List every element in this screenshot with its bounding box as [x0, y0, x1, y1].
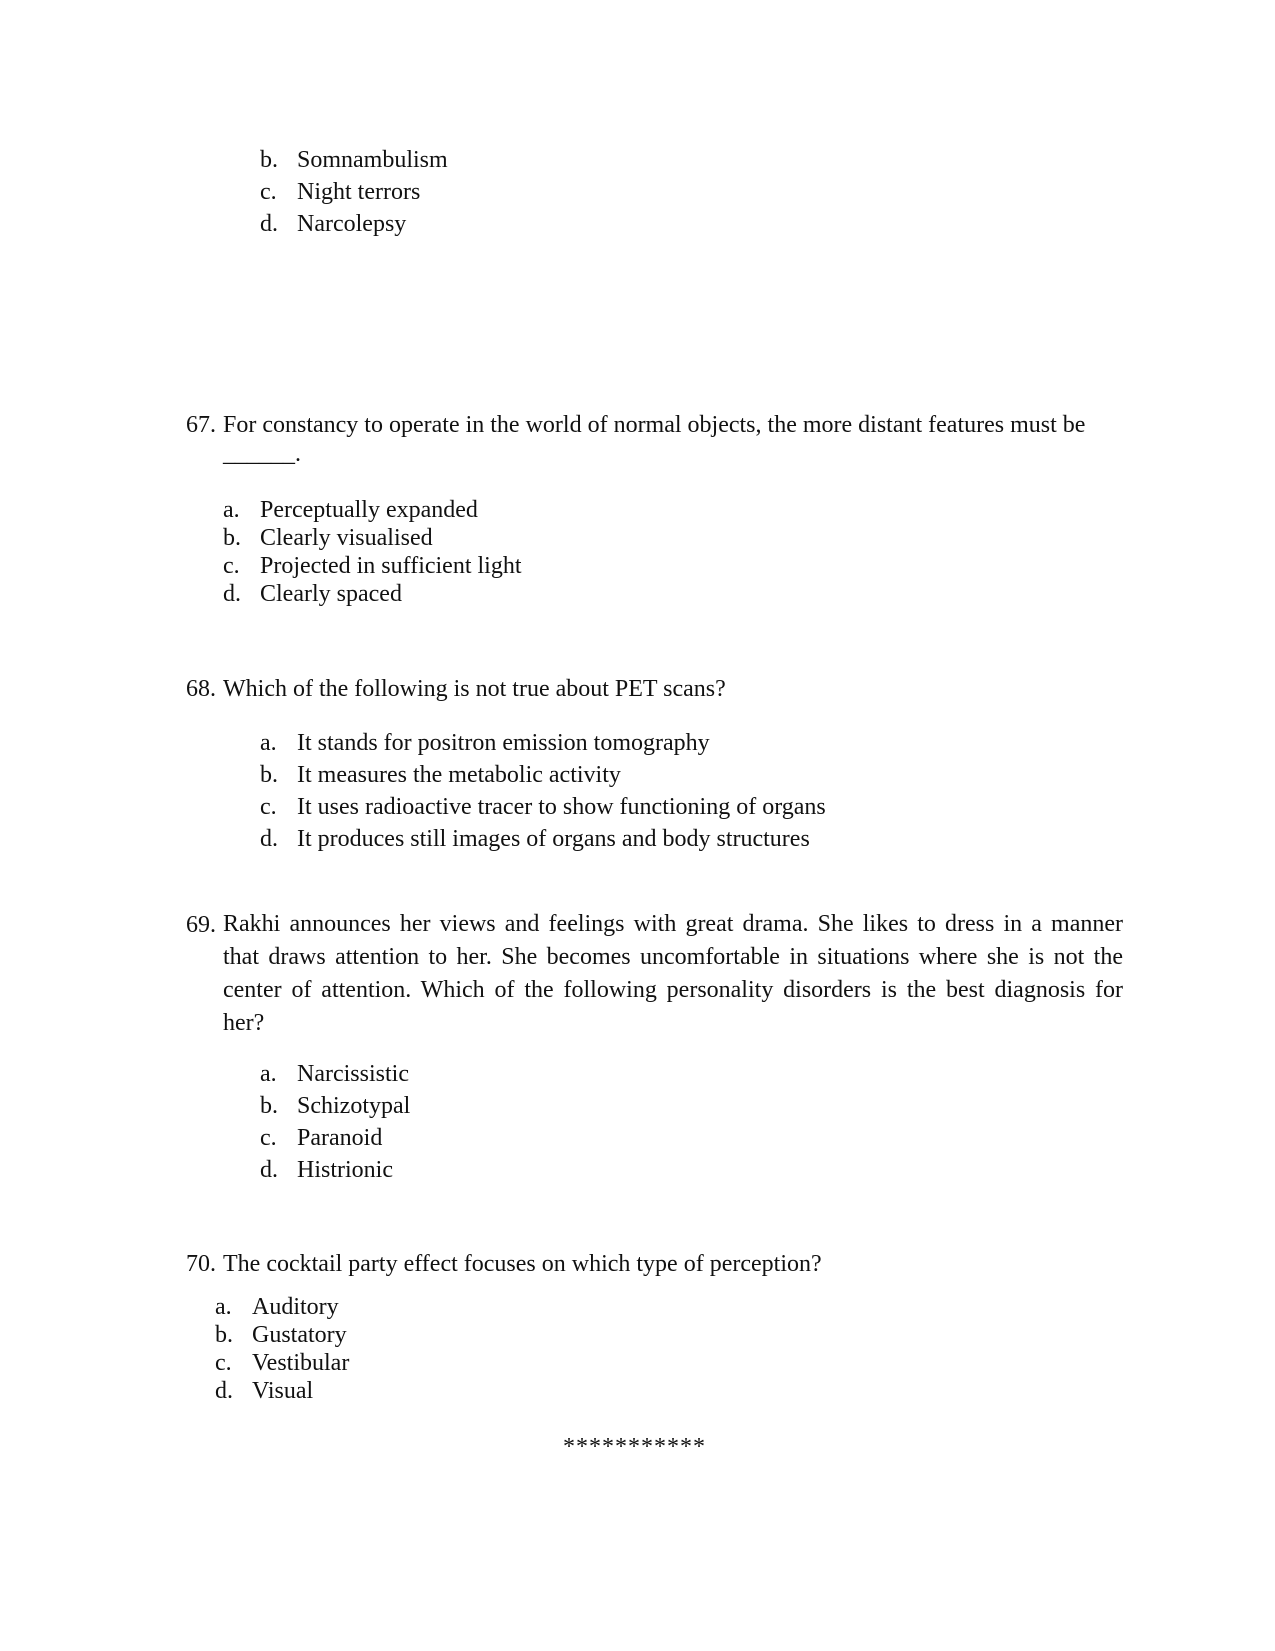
option-text: Narcissistic — [297, 1061, 409, 1087]
option-letter: a. — [260, 730, 277, 756]
question-69-number — [186, 911, 216, 939]
option-letter: a. — [223, 497, 240, 523]
option-text: Clearly visualised — [260, 525, 433, 551]
option-letter: b. — [223, 525, 241, 551]
end-marker: *********** — [563, 1434, 706, 1460]
question-67-blank — [223, 440, 301, 468]
option-text: Visual — [252, 1378, 314, 1404]
option-letter: d. — [260, 826, 278, 852]
question-69-line-4 — [223, 1007, 1123, 1040]
option-letter: b. — [215, 1322, 233, 1348]
question-text: that draws attention to her. She becomes uncomfortable in situations where she is not the — [223, 944, 1123, 970]
question-number: 70. — [186, 1251, 216, 1277]
question-number: 68. — [186, 676, 216, 702]
option-text: Histrionic — [297, 1157, 393, 1183]
option-text: Gustatory — [252, 1322, 347, 1348]
question-text: her? — [223, 1010, 265, 1036]
option-letter: d. — [223, 581, 241, 607]
option-text: Vestibular — [252, 1350, 350, 1376]
question-text: center of attention. Which of the following personality disorders is the best diagnosis for — [223, 977, 1123, 1003]
option-letter: c. — [215, 1350, 232, 1376]
option-letter: c. — [223, 553, 240, 579]
option-text: It measures the metabolic activity — [297, 762, 621, 788]
option-text: It uses radioactive tracer to show functioning of organs — [297, 794, 826, 820]
option-text: It produces still images of organs and body structures — [297, 826, 810, 852]
question-69-line-1 — [223, 908, 1123, 941]
question-69-line-2 — [223, 941, 1123, 974]
option-letter: c. — [260, 794, 277, 820]
option-letter: c. — [260, 1125, 277, 1151]
option-text: Paranoid — [297, 1125, 383, 1151]
option-text: Clearly spaced — [260, 581, 402, 607]
option-letter: b. — [260, 147, 278, 173]
option-letter: b. — [260, 1093, 278, 1119]
question-text: For constancy to operate in the world of normal objects, the more distant features must be — [223, 412, 1086, 438]
option-letter: a. — [260, 1061, 277, 1087]
option-letter: b. — [260, 762, 278, 788]
option-text: Schizotypal — [297, 1093, 411, 1119]
option-letter: a. — [215, 1294, 232, 1320]
option-text: Perceptually expanded — [260, 497, 478, 523]
option-letter: d. — [260, 211, 278, 237]
option-text: Somnambulism — [297, 147, 448, 173]
option-text: It stands for positron emission tomography — [297, 730, 710, 756]
option-letter: c. — [260, 179, 277, 205]
option-text: Projected in sufficient light — [260, 553, 522, 579]
option-text: Narcolepsy — [297, 211, 407, 237]
question-text: Which of the following is not true about PET scans? — [223, 676, 726, 702]
question-text: The cocktail party effect focuses on which type of perception? — [223, 1251, 822, 1277]
option-text: Night terrors — [297, 179, 421, 205]
question-number: 67. — [186, 412, 216, 438]
option-letter: d. — [260, 1157, 278, 1183]
question-text: Rakhi announces her views and feelings with great drama. She likes to dress in a manner — [223, 911, 1123, 937]
answer-blank: ______. — [223, 441, 301, 467]
question-69-line-3 — [223, 974, 1123, 1007]
option-letter: d. — [215, 1378, 233, 1404]
question-number: 69. — [186, 912, 216, 938]
option-text: Auditory — [252, 1294, 339, 1320]
